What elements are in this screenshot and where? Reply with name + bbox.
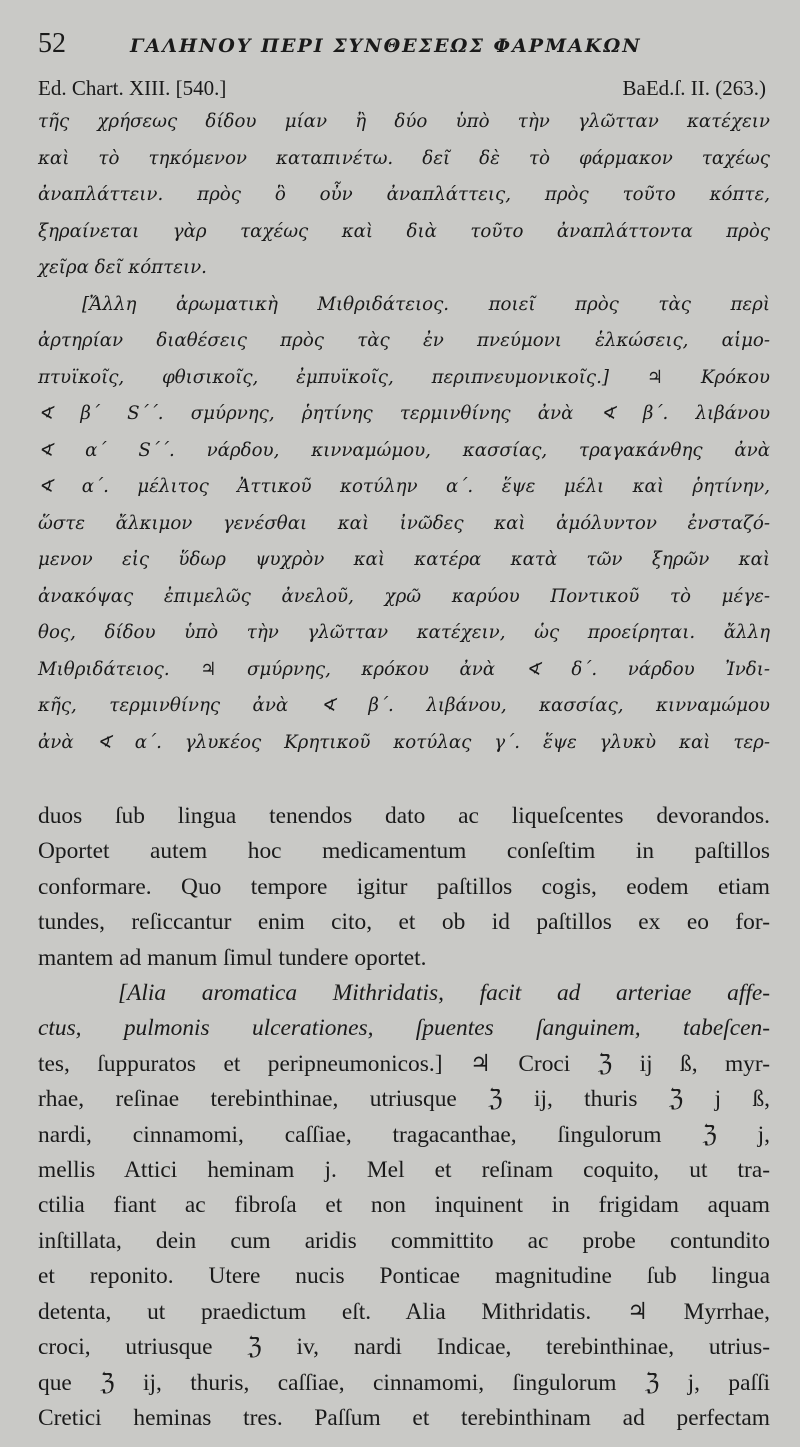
greek-line: χεῖρα δεῖ κόπτειν. <box>38 257 207 278</box>
greek-line: ξηραίνεται γὰρ ταχέως καὶ διὰ τοῦτο ἀναπλάττοντα πρὸς <box>38 220 770 242</box>
edition-reference-line <box>38 76 770 104</box>
greek-line: ∢ α΄ S΄΄. νάρδου, κινναμώμου, κασσίας, τραγακάνθης ἀνὰ <box>38 439 770 461</box>
latin-line: nardi, cinnamomi, caſſiae, tragacanthae, ſingulorum ℨ j, <box>38 1121 770 1148</box>
greek-line: [Ἄλλη ἀρωματικὴ Μιθριδάτειος. ποιεῖ πρὸς τὰς περὶ <box>82 293 770 315</box>
latin-line: que ℨ ij, thuris, caſſiae, cinnamomi, ſingulorum ℨ j, paſſi <box>38 1369 770 1396</box>
greek-line: θος, δίδου ὑπὸ τὴν γλῶτταν κατέχειν, ὡς προείρηται. ἄλλη <box>38 622 770 643</box>
greek-line: πτυϊκοῖς, φθισικοῖς, ἐμπυϊκοῖς, περιπνευμονικοῖς.] ♃ Κρόκου <box>38 366 770 388</box>
page-number: 52 <box>38 28 66 59</box>
latin-line: ctilia fiant ac fibroſa et non inquinent in frigidam aquam <box>38 1192 770 1219</box>
greek-text-block <box>38 104 770 761</box>
edition-basel-ref: BaEd.ſ. II. (263.) <box>622 76 766 100</box>
greek-line: ὥστε ἄλκιμον γενέσθαι καὶ ἰνῶδες καὶ ἀμόλυντον ἐνσταζό- <box>38 512 770 534</box>
greek-line: ∢ β΄ S΄΄. σμύρνης, ῥητίνης τερμινθίνης ἀνὰ ∢ β΄. λιβάνου <box>38 403 770 424</box>
latin-line: detenta, ut praedictum eſt. Alia Mithridatis. ♃ Myrrhae, <box>38 1298 770 1325</box>
latin-line: conformare. Quo tempore igitur paſtillos cogis, eodem etiam <box>38 873 770 900</box>
latin-line: croci, utriusque ℨ iv, nardi Indicae, terebinthinae, utrius- <box>38 1334 770 1361</box>
latin-line-italic: ctus, pulmonis ulcerationes, ſpuentes ſanguinem, tabeſcen- <box>38 1015 770 1042</box>
latin-line: Oportet autem hoc medicamentum conſeſtim in paſtillos <box>38 838 770 865</box>
latin-line: Cretici heminas tres. Paſſum et terebinthinam ad perfectam <box>38 1404 770 1431</box>
edition-chartier-ref: Ed. Chart. XIII. [540.] <box>38 76 227 100</box>
latin-line: tundes, reſiccantur enim cito, et ob id paſtillos ex eo for- <box>38 909 770 936</box>
greek-line: ∢ α΄. μέλιτος Ἀττικοῦ κοτύλην α΄. ἕψε μέλι καὶ ῥητίνην, <box>38 476 770 497</box>
latin-line: rhae, reſinae terebinthinae, utriusque ℨ ij, thuris ℨ j ß, <box>38 1086 770 1113</box>
latin-line: tes, ſuppuratos et peripneumonicos.] ♃ Croci ℨ ij ß, myr- <box>38 1050 770 1077</box>
latin-line: mantem ad manum ſimul tundere oportet. <box>38 944 427 971</box>
greek-line: τῆς χρήσεως δίδου μίαν ἢ δύο ὑπὸ τὴν γλῶτταν κατέχειν <box>38 111 770 132</box>
greek-line: καὶ τὸ τηκόμενον καταπινέτω. δεῖ δὲ τὸ φάρμακον ταχέως <box>38 147 770 169</box>
greek-line: Μιθριδάτειος. ♃ σμύρνης, κρόκου ἀνὰ ∢ δ΄. νάρδου Ἰνδι- <box>38 658 770 680</box>
greek-line: ἀρτηρίαν διαθέσεις πρὸς τὰς ἐν πνεύμονι ἑλκώσεις, αἱμο- <box>38 330 770 351</box>
latin-line: duos ſub lingua tenendos dato ac liqueſcentes devorandos. <box>38 803 770 829</box>
greek-line: μενον εἰς ὕδωρ ψυχρὸν καὶ κατέρα κατὰ τῶν ξηρῶν καὶ <box>38 549 770 570</box>
page-header <box>38 28 770 68</box>
greek-line: ἀνὰ ∢ α΄. γλυκέος Κρητικοῦ κοτύλας γ΄. ἕψε γλυκὺ καὶ τερ- <box>38 731 770 753</box>
latin-line: et reponito. Utere nucis Ponticae magnitudine ſub lingua <box>38 1263 770 1290</box>
latin-line: inſtillata, dein cum aridis committito ac probe contundito <box>38 1227 770 1254</box>
greek-line: ἀνακόψας ἐπιμελῶς ἀνελοῦ, χρῶ καρύου Ποντικοῦ τὸ μέγε- <box>38 585 770 607</box>
greek-line: κῆς, τερμινθίνης ἀνὰ ∢ β΄. λιβάνου, κασσίας, κινναμώμου <box>38 695 770 716</box>
latin-text-block <box>38 799 770 1436</box>
latin-line-italic: [Alia aromatica Mithridatis, facit ad arteriae affe- <box>118 980 770 1007</box>
latin-line: mellis Attici heminam j. Mel et reſinam coquito, ut tra- <box>38 1157 770 1184</box>
running-title: ΓΑΛΗΝΟΥ ΠΕΡΙ ΣΥΝΘΕΣΕΩΣ ΦΑΡΜΑΚΩΝ <box>130 35 642 57</box>
greek-line: ἀναπλάττειν. πρὸς ὃ οὖν ἀναπλάττεις, πρὸς τοῦτο κόπτε, <box>38 184 770 205</box>
